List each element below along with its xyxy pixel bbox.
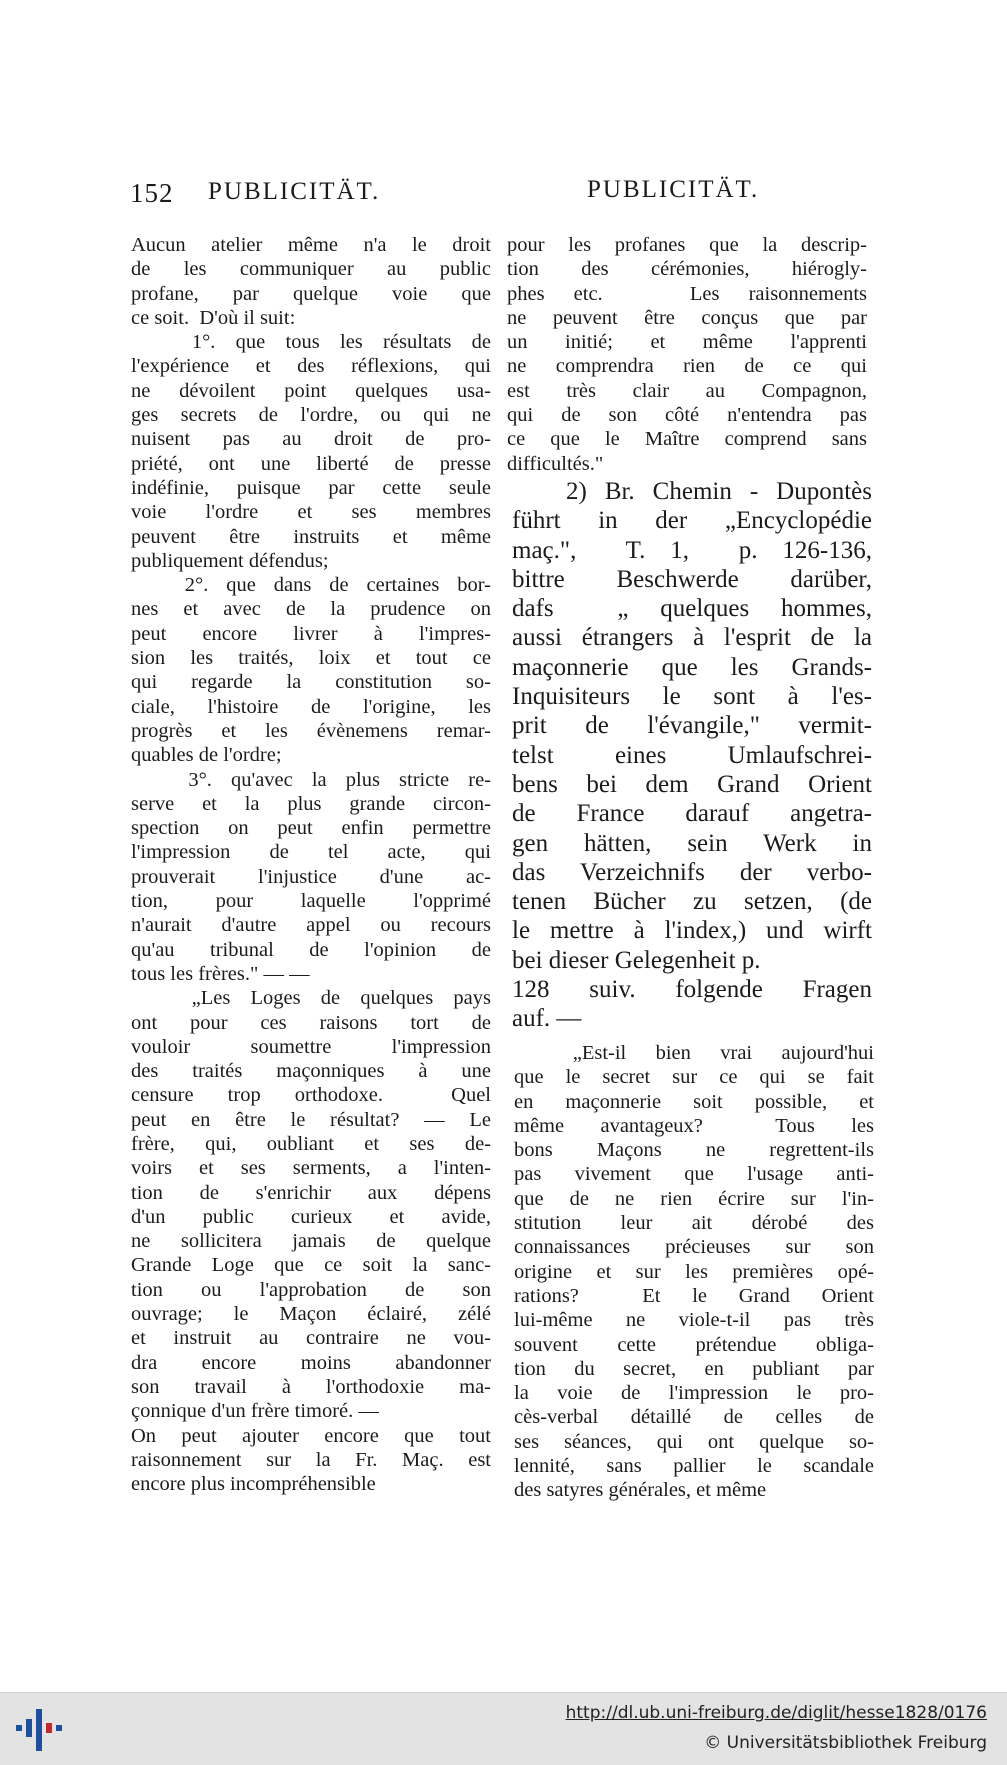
page-header: [130, 178, 870, 218]
text-line: „Est-il bien vrai aujourd'hui: [514, 1042, 874, 1064]
text-line: tous les frères." — —: [131, 962, 310, 985]
text-line: telst eines Umlaufschrei-: [512, 741, 872, 769]
text-line: 2) Br. Chemin - Dupontès: [512, 478, 872, 505]
text-line: et instruit au contraire ne vou-: [131, 1327, 491, 1350]
text-line: censure trop orthodoxe. Quel: [131, 1084, 491, 1107]
text-line: frère, qui, oubliant et ses de-: [131, 1132, 491, 1155]
text-line: bens bei dem Grand Orient: [512, 770, 872, 798]
text-line: bons Maçons ne regrettent-ils: [514, 1139, 874, 1162]
text-line: que le secret sur ce qui se fait: [514, 1066, 874, 1089]
text-line: peuvent être instruits et même: [131, 525, 491, 548]
text-line: tion des cérémonies, hiérogly-: [507, 258, 867, 281]
text-line: tion ou l'approbation de son: [131, 1278, 491, 1301]
text-line: prit de l'évangile," vermit-: [512, 712, 872, 740]
text-line: voirs et ses serments, a l'inten-: [131, 1157, 491, 1180]
text-line: çonnique d'un frère timoré. —: [131, 1400, 379, 1423]
page-number: 152: [130, 178, 174, 208]
text-line: progrès et les évènemens remar-: [131, 719, 491, 742]
viewer-footer: [0, 1692, 1007, 1765]
text-line: ne sollicitera jamais de quelque: [131, 1230, 491, 1253]
text-line: même avantageux? Tous les: [514, 1114, 874, 1137]
text-line: n'aurait d'autre appel ou recours: [131, 914, 491, 937]
text-line: cès-verbal détaillé de celles de: [514, 1406, 874, 1429]
right-column-footnote: [512, 477, 872, 1034]
text-line: un initié; et même l'apprenti: [507, 331, 867, 354]
text-line: spection on peut enfin permettre: [131, 817, 491, 840]
text-line: voie l'ordre et ses membres: [131, 501, 491, 524]
text-line: maç.", T. 1, p. 126-136,: [512, 536, 872, 564]
text-line: prouverait l'injustice d'une ac-: [131, 865, 491, 888]
text-line: „Les Loges de quelques pays: [131, 987, 491, 1010]
text-line: quables de l'ordre;: [131, 744, 282, 767]
text-line: connaissances précieuses sur son: [514, 1236, 874, 1259]
text-line: peut en être le résultat? — Le: [131, 1108, 491, 1131]
running-head-right: PUBLICITÄT.: [587, 176, 760, 203]
text-line: tenen Bücher zu setzen, (de: [512, 888, 872, 916]
text-line: de les communiquer au public: [131, 258, 491, 281]
text-line: l'expérience et des réflexions, qui: [131, 355, 491, 378]
text-line: aussi étrangers à l'esprit de la: [512, 624, 872, 652]
text-line: stitution leur ait dérobé des: [514, 1212, 874, 1235]
text-line: en maçonnerie soit possible, et: [514, 1090, 874, 1113]
text-line: souvent cette prétendue obliga-: [514, 1333, 874, 1356]
text-line: profane, par quelque voie que: [131, 282, 491, 305]
text-line: ce soit. D'où il suit:: [131, 306, 296, 329]
text-line: ges secrets de l'ordre, ou qui ne: [131, 404, 491, 427]
text-line: gen hätten, sein Werk in: [512, 829, 872, 857]
text-line: ne dévoilent point quelques usa-: [131, 379, 491, 402]
copyright-notice: © Universitätsbibliothek Freiburg: [704, 1733, 987, 1753]
text-line: des satyres générales, et même: [514, 1479, 767, 1502]
text-line: d'un public curieux et avide,: [131, 1205, 491, 1228]
text-line: origine et sur les premières opé-: [514, 1260, 874, 1283]
permalink-url[interactable]: http://dl.ub.uni-freiburg.de/diglit/hesse1828/0176: [565, 1703, 987, 1723]
text-line: dra encore moins abandonner: [131, 1351, 491, 1374]
text-line: peut encore livrer à l'impres-: [131, 622, 491, 645]
text-line: des traités maçonniques à une: [131, 1060, 491, 1083]
text-line: 128 suiv. folgende Fragen: [512, 976, 872, 1004]
text-line: vouloir soumettre l'impression: [131, 1035, 491, 1058]
text-line: 1°. que tous les résultats de: [131, 331, 491, 354]
running-head-left: PUBLICITÄT.: [208, 178, 381, 205]
text-line: ses séances, qui ont quelque so-: [514, 1430, 874, 1453]
text-line: publiquement défendus;: [131, 549, 329, 572]
text-line: qui de son côté n'entendra pas: [507, 404, 867, 427]
text-line: nuisent pas au droit de pro-: [131, 428, 491, 451]
text-line: das Verzeichnifs der verbo-: [512, 858, 872, 886]
text-line: ouvrage; le Maçon éclairé, zélé: [131, 1303, 491, 1326]
text-line: priété, ont une liberté de presse: [131, 452, 491, 475]
text-line: dafs „ quelques hommes,: [512, 595, 872, 623]
text-line: On peut ajouter encore que tout: [131, 1424, 491, 1447]
text-line: Inquisiteurs le sont à l'es-: [512, 683, 872, 711]
text-line: phes etc. Les raisonnements: [507, 282, 867, 305]
text-line: rations? Et le Grand Orient: [514, 1284, 874, 1307]
text-line: de France darauf angetra-: [512, 800, 872, 828]
text-line: qu'au tribunal de l'opinion de: [131, 938, 491, 961]
text-line: führt in der „Encyclopédie: [512, 507, 872, 535]
text-line: l'impression de tel acte, qui: [131, 841, 491, 864]
text-line: lui-même ne viole-t-il pas très: [514, 1309, 874, 1332]
text-line: Aucun atelier même n'a le droit: [131, 234, 491, 256]
text-line: son travail à l'orthodoxie ma-: [131, 1375, 491, 1398]
text-line: bei dieser Gelegenheit p.: [512, 946, 761, 974]
text-line: bittre Beschwerde darüber,: [512, 565, 872, 593]
text-line: indéfinie, puisque par cette seule: [131, 476, 491, 499]
text-line: pas vivement que l'usage anti-: [514, 1163, 874, 1186]
text-line: ne peuvent être conçus que par: [507, 306, 867, 329]
text-line: maçonnerie que les Grands-: [512, 653, 872, 681]
text-line: lennité, sans pallier le scandale: [514, 1455, 874, 1478]
text-line: ciale, l'histoire de l'origine, les: [131, 695, 491, 718]
text-line: ce que le Maître comprend sans: [507, 428, 867, 451]
text-line: ne comprendra rien de ce qui: [507, 355, 867, 378]
text-line: tion du secret, en publiant par: [514, 1357, 874, 1380]
text-line: nes et avec de la prudence on: [131, 598, 491, 621]
text-line: que de ne rien écrire sur l'in-: [514, 1187, 874, 1210]
text-line: auf. —: [512, 1005, 582, 1033]
text-line: pour les profanes que la descrip-: [507, 234, 867, 256]
text-line: sion les traités, loix et tout ce: [131, 647, 491, 670]
text-line: qui regarde la constitution so-: [131, 671, 491, 694]
ub-freiburg-logo-icon: [14, 1705, 64, 1755]
right-column-quote: [514, 1041, 874, 1503]
left-column: [131, 233, 491, 1496]
text-line: serve et la plus grande circon-: [131, 792, 491, 815]
text-line: encore plus incompréhensible: [131, 1473, 376, 1496]
text-line: tion, pour laquelle l'opprimé: [131, 890, 491, 913]
text-line: la voie de l'impression le pro-: [514, 1382, 874, 1405]
text-line: 3°. qu'avec la plus stricte re-: [131, 768, 491, 791]
text-line: 2°. que dans de certaines bor-: [131, 574, 491, 597]
right-column-quote-end: [507, 233, 867, 476]
text-line: raisonnement sur la Fr. Maç. est: [131, 1448, 491, 1471]
text-line: Grande Loge que ce soit la sanc-: [131, 1254, 491, 1277]
text-line: tion de s'enrichir aux dépens: [131, 1181, 491, 1204]
text-line: le mettre à l'index,) und wirft: [512, 917, 872, 945]
text-line: difficultés.": [507, 452, 604, 475]
text-line: ont pour ces raisons tort de: [131, 1011, 491, 1034]
text-line: est très clair au Compagnon,: [507, 379, 867, 402]
